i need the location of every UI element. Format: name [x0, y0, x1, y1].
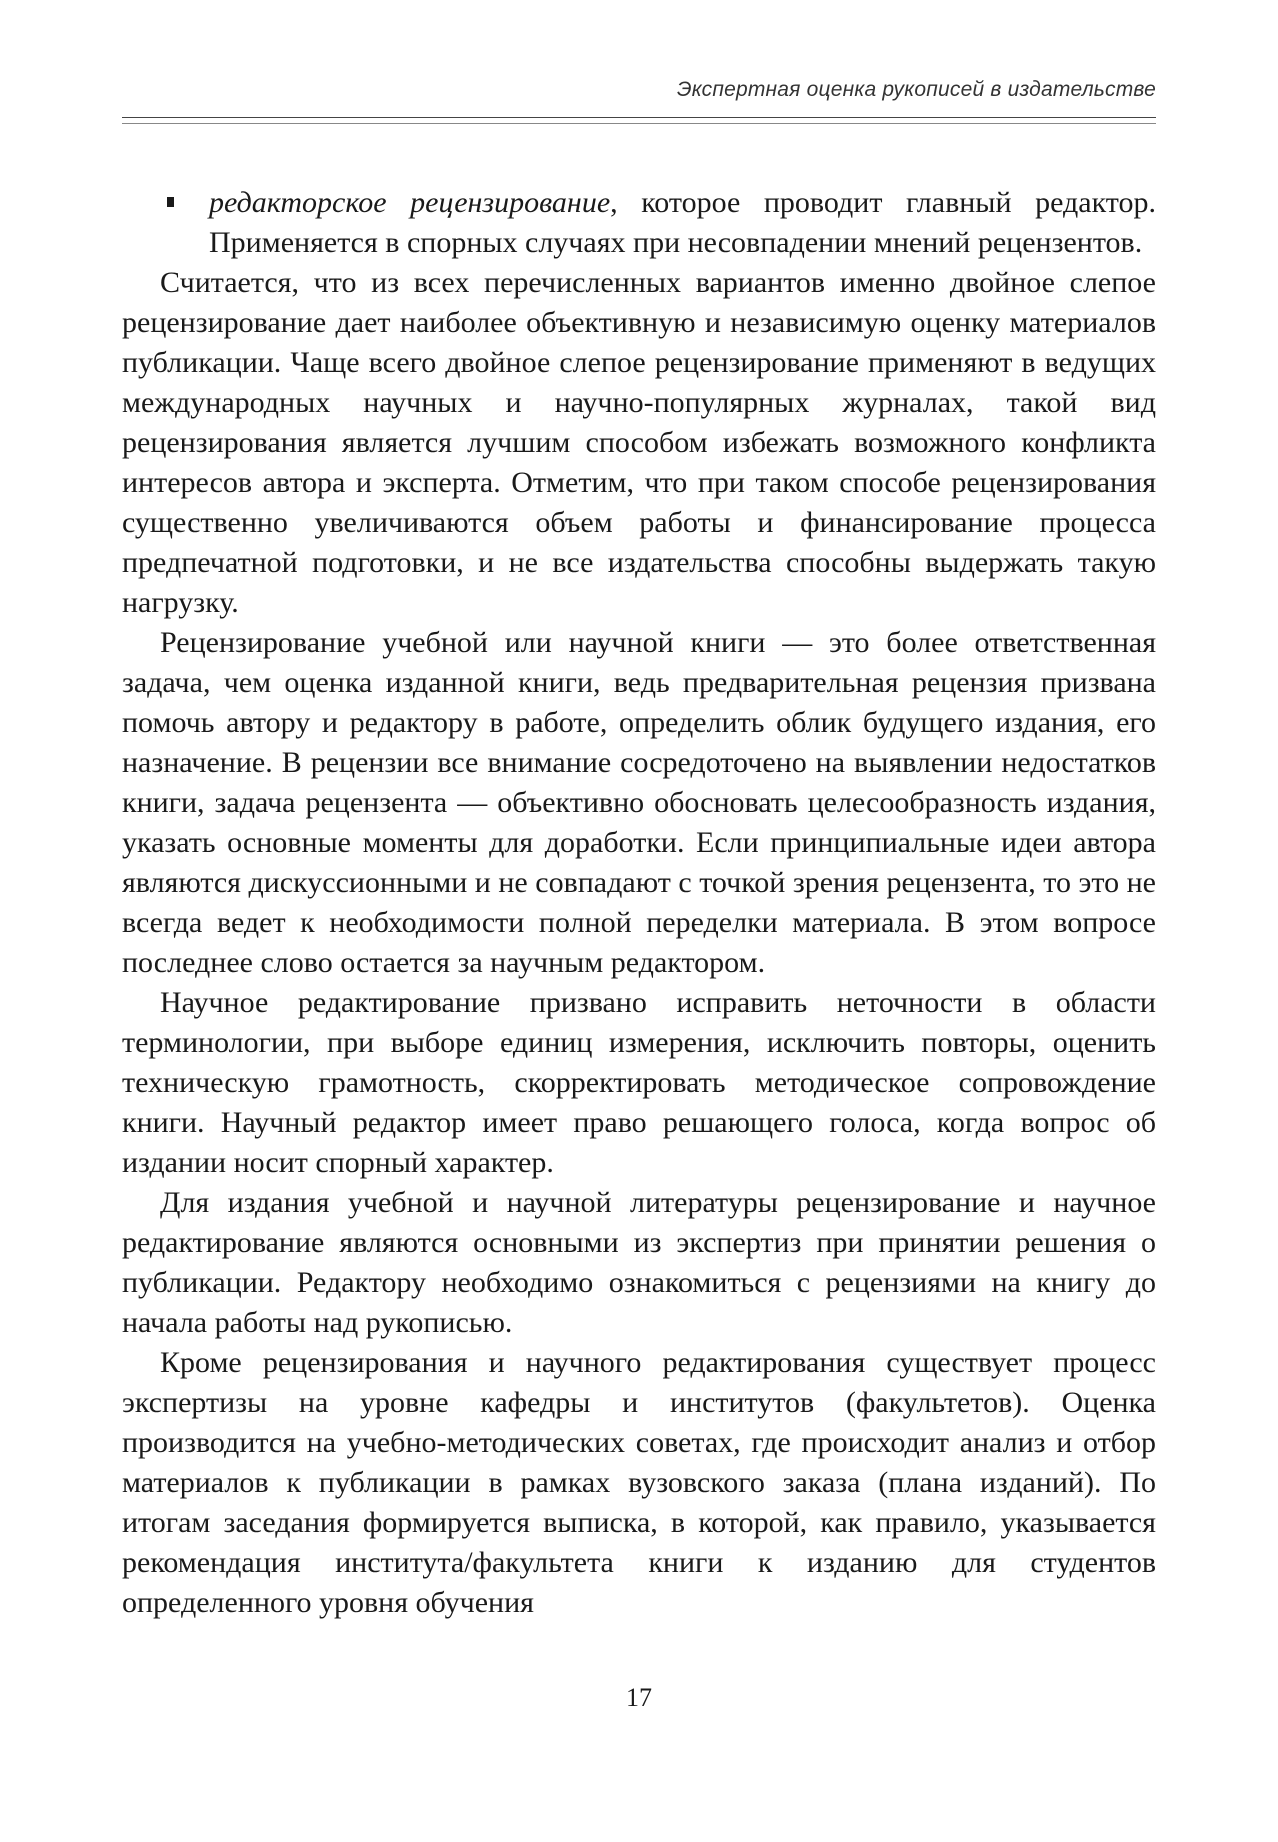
- page-body: [122, 183, 1156, 1623]
- bullet-text: , которое проводит главный редактор. Применяется в спорных случаях при несовпадении мнений рецензентов.: [209, 186, 1156, 259]
- bullet-term: редакторское рецензирование: [209, 186, 611, 219]
- bullet-marker: [167, 197, 174, 207]
- paragraph: Считается, что из всех перечисленных вариантов именно двойное слепое рецензирование дает наиболее объективную и независимую оценку материалов публикации. Чаще всего двойное слепое рецензирование применяют в ведущих международных научных и научно-популярных журналах, такой вид рецензирования является лучшим способом избежать возможного конфликта интересов автора и эксперта. Отметим, что при таком способе рецензирования существенно увеличиваются объем работы и финансирование процесса предпечатной подготовки, и не все издательства способны выдержать такую нагрузку.: [122, 266, 1156, 619]
- header-rule-secondary: [122, 123, 1156, 124]
- header-rule: [122, 117, 1156, 118]
- paragraph: Рецензирование учебной или научной книги — это более ответственная задача, чем оценка изданной книги, ведь предварительная рецензия призвана помочь автору и редактору в работе, определить облик будущего издания, его назначение. В рецензии все внимание сосредоточено на выявлении недостатков книги, задача рецензента — объективно обосновать целесообразность издания, указать основные моменты для доработки. Если принципиальные идеи автора являются дискуссионными и не совпадают с точкой зрения рецензента, то это не всегда ведет к необходимости полной переделки материала. В этом вопросе последнее слово остается за научным редактором.: [122, 626, 1156, 979]
- list-item: [122, 183, 1156, 263]
- paragraph: Для издания учебной и научной литературы рецензирование и научное редактирование являются основными из экспертиз при принятии решения о публикации. Редактору необходимо ознакомиться с рецензиями на книгу до начала работы над рукописью.: [122, 1186, 1156, 1339]
- running-header: Экспертная оценка рукописей в издательстве: [676, 78, 1156, 101]
- paragraph: Кроме рецензирования и научного редактирования существует процесс экспертизы на уровне кафедры и институтов (факультетов). Оценка производится на учебно-методических советах, где происходит анализ и отбор материалов к публикации в рамках вузовского заказа (плана изданий). По итогам заседания формируется выписка, в которой, как правило, указывается рекомендация института/факультета книги к изданию для студентов определенного уровня обучения: [122, 1346, 1156, 1619]
- paragraph: Научное редактирование призвано исправить неточности в области терминологии, при выборе единиц измерения, исключить повторы, оценить техническую грамотность, скорректировать методическое сопровождение книги. Научный редактор имеет право решающего голоса, когда вопрос об издании носит спорный характер.: [122, 986, 1156, 1179]
- page-number: 17: [626, 1683, 652, 1712]
